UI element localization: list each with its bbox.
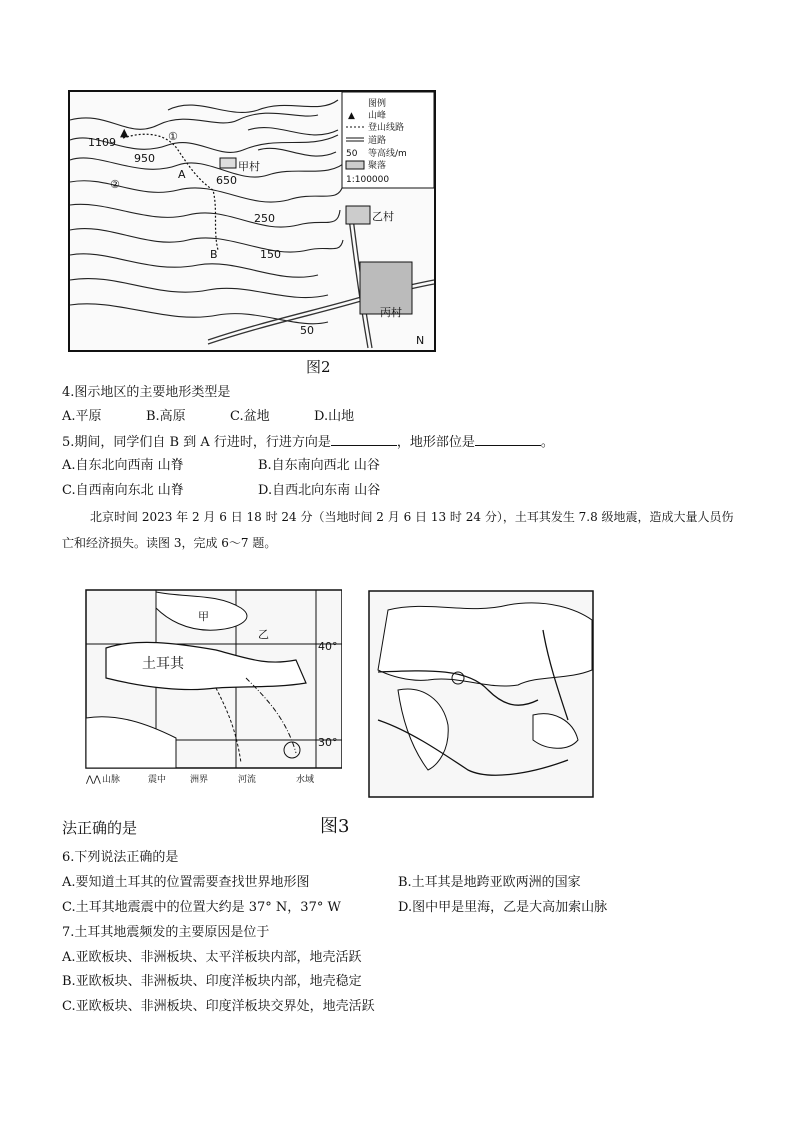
q5-stem <box>62 433 554 452</box>
q4-option-d[interactable]: D.山地 <box>314 409 355 424</box>
q4-option-c[interactable]: C.盆地 <box>230 409 270 424</box>
legend-box <box>342 92 434 188</box>
q4-stem: 4.图示地区的主要地形类型是 <box>62 385 231 400</box>
world-plates-map-svg <box>368 590 594 798</box>
q5-blank-1[interactable] <box>331 433 397 446</box>
q7-stem: 7.土耳其地震频发的主要原因是位于 <box>62 925 270 940</box>
label-turkey: 土耳其 <box>142 656 184 672</box>
label-50: 50 <box>300 324 314 337</box>
figure-2-caption: 图2 <box>306 358 331 376</box>
label-150: 150 <box>260 248 281 261</box>
legend-contour-sample: 50 <box>346 149 358 159</box>
figure-3-left-map <box>66 588 342 788</box>
q5-stem-c: 。 <box>540 435 554 450</box>
legend-contour: 等高线/m <box>368 149 407 159</box>
q4-option-a[interactable]: A.平原 <box>62 409 102 424</box>
legend-road: 道路 <box>368 136 387 146</box>
settlement-jia <box>220 158 236 168</box>
legend-title: 图例 <box>368 99 387 109</box>
legend-epicenter: 震中 <box>148 775 167 785</box>
label-a: A <box>178 168 186 181</box>
label-bing: 丙村 <box>380 306 402 319</box>
q4-option-b[interactable]: B.高原 <box>146 409 186 424</box>
q5-option-c[interactable]: C.自西南向东北 山脊 <box>62 483 184 498</box>
legend-mountain-icon: ⋀⋀ <box>86 775 101 785</box>
label-jia-fig3: 甲 <box>198 610 209 623</box>
q5-option-a[interactable]: A.自东北向西南 山脊 <box>62 458 184 473</box>
settlement-yi <box>346 206 370 224</box>
peak-icon: ▲ <box>120 126 129 139</box>
intro-paragraph: 北京时间 2023 年 2 月 6 日 18 时 24 分（当地时间 2 月 6 日 13 时 24 分），土耳其发生 7.8 级地震，造成大量人员伤亡和经济损失。读图 3，完成 6～7 题。 <box>62 510 734 550</box>
legend-border: 洲界 <box>190 775 209 785</box>
q5-option-d[interactable]: D.自西北向东南 山谷 <box>258 483 381 498</box>
label-circle-2: ② <box>110 178 120 191</box>
q5-blank-2[interactable] <box>475 433 541 446</box>
label-lat-40: 40° <box>318 640 338 653</box>
q6-option-b[interactable]: B.土耳其是地跨亚欧两洲的国家 <box>398 875 581 890</box>
cut-text: 法正确的是 <box>62 819 138 837</box>
north-arrow: N <box>416 334 425 347</box>
label-650: 650 <box>216 174 237 187</box>
legend-peak-icon: ▲ <box>348 111 355 121</box>
legend-mountain: 山脉 <box>102 775 121 785</box>
label-circle-1: ① <box>168 130 178 143</box>
q5-option-b[interactable]: B.自东南向西北 山谷 <box>258 458 380 473</box>
legend-settlement: 聚落 <box>368 161 387 171</box>
label-yi-fig3: 乙 <box>258 628 269 641</box>
label-jia: 甲村 <box>238 160 260 173</box>
figure-3-caption: 图3 <box>320 816 350 837</box>
label-lat-30: 30° <box>318 736 338 749</box>
label-950: 950 <box>134 152 155 165</box>
q6-option-d[interactable]: D.图中甲是里海，乙是大高加索山脉 <box>398 900 608 915</box>
legend-river: 河流 <box>238 775 257 785</box>
label-b: B <box>210 248 218 261</box>
legend-scale: 1:100000 <box>346 175 390 185</box>
label-250: 250 <box>254 212 275 225</box>
figure-3-right-map <box>368 590 594 798</box>
q6-option-a[interactable]: A.要知道土耳其的位置需要查找世界地形图 <box>62 875 310 890</box>
legend-trail: 登山线路 <box>368 123 405 133</box>
legend-water: 水域 <box>296 775 315 785</box>
q6-stem: 6.下列说法正确的是 <box>62 850 179 865</box>
q7-option-b[interactable]: B.亚欧板块、非洲板块、印度洋板块内部，地壳稳定 <box>62 974 362 989</box>
figure-2-contour-map <box>68 90 436 352</box>
turkey-map-svg <box>66 588 342 788</box>
q7-option-a[interactable]: A.亚欧板块、非洲板块、太平洋板块内部，地壳活跃 <box>62 950 362 965</box>
q7-option-c[interactable]: C.亚欧板块、非洲板块、印度洋板块交界处，地壳活跃 <box>62 999 375 1014</box>
q5-stem-a: 5.期间，同学们自 B 到 A 行进时，行进方向是 <box>62 435 331 450</box>
q6-option-c[interactable]: C.土耳其地震震中的位置大约是 37° N，37° W <box>62 900 341 915</box>
legend-peak: 山峰 <box>368 111 387 121</box>
contour-map-svg <box>68 90 436 352</box>
q5-stem-b: ，地形部位是 <box>396 435 475 450</box>
label-yi: 乙村 <box>372 210 394 223</box>
label-1109: 1109 <box>88 136 116 149</box>
